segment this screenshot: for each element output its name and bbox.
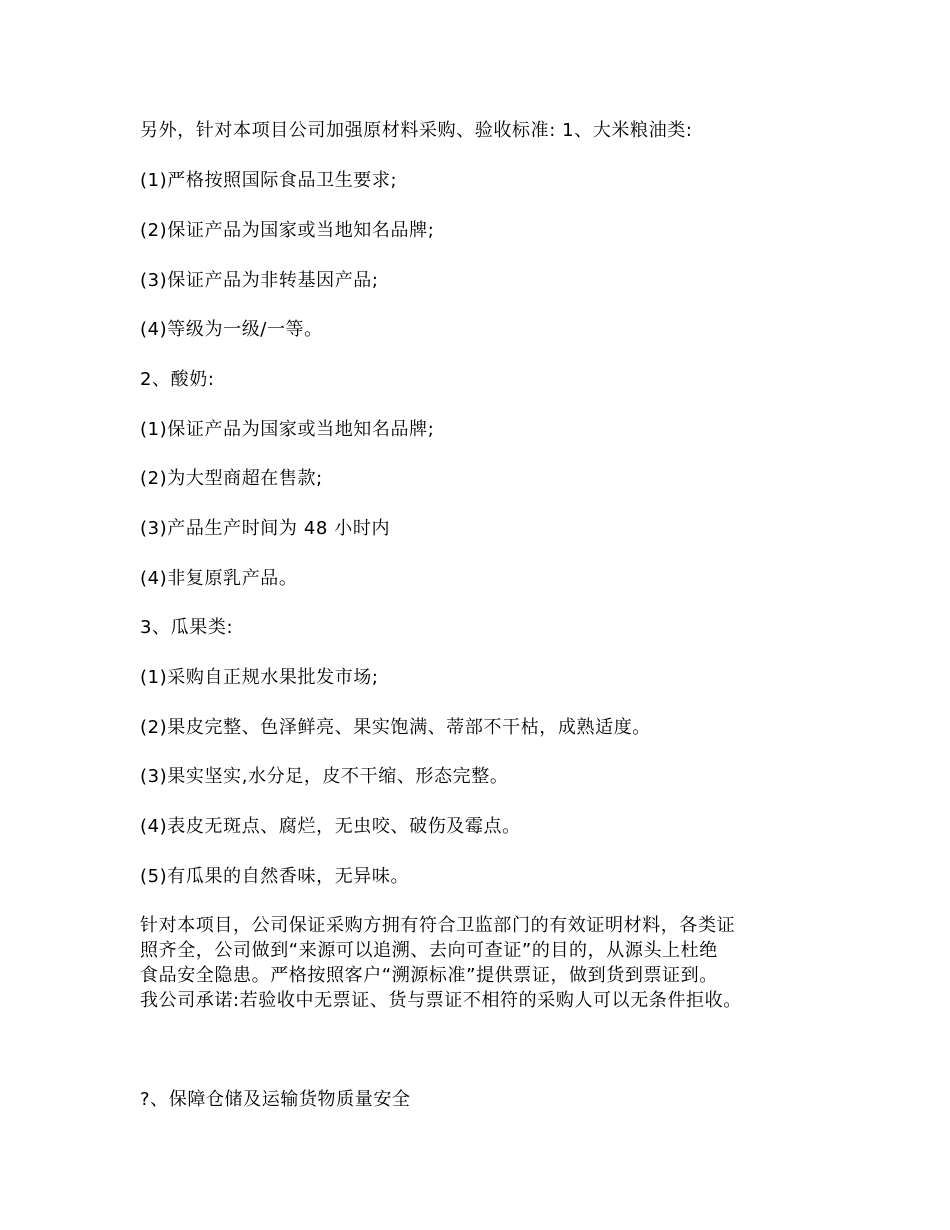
- fruit-item-5: (5)有瓜果的自然香味，无异味。: [140, 866, 410, 887]
- yogurt-item-4: (4)非复原乳产品。: [140, 568, 298, 589]
- fruit-item-2: (2)果皮完整、色泽鲜亮、果实饱满、蒂部不干枯，成熟适度。: [140, 717, 651, 738]
- rice-item-2: (2)保证产品为国家或当地知名品牌;: [140, 220, 435, 241]
- fruit-heading: 3、瓜果类:: [140, 617, 234, 638]
- yogurt-item-3: (3)产品生产时间为 48 小时内: [140, 518, 391, 539]
- yogurt-item-1: (1)保证产品为国家或当地知名品牌;: [140, 419, 435, 440]
- summary-line-3: 食品安全隐患。严格按照客户“溯源标准”提供票证，做到货到票证到。: [140, 965, 718, 986]
- fruit-item-3: (3)果实坚实,水分足，皮不干缩、形态完整。: [140, 766, 509, 787]
- fruit-item-4: (4)表皮无斑点、腐烂，无虫咬、破伤及霉点。: [140, 816, 521, 837]
- intro-line: 另外，针对本项目公司加强原材料采购、验收标准: 1、大米粮油类:: [140, 120, 693, 141]
- fruit-item-1: (1)采购自正规水果批发市场;: [140, 667, 379, 688]
- summary-line-1: 针对本项目，公司保证采购方拥有符合卫监部门的有效证明材料，各类证: [140, 915, 736, 936]
- rice-item-3: (3)保证产品为非转基因产品;: [140, 270, 379, 291]
- summary-line-4: 我公司承诺:若验收中无票证、货与票证不相符的采购人可以无条件拒收。: [140, 990, 742, 1011]
- summary-paragraph: [140, 913, 830, 1013]
- rice-item-1: (1)严格按照国际食品卫生要求;: [140, 170, 398, 191]
- summary-line-2: 照齐全，公司做到“来源可以追溯、去向可查证”的目的，从源头上杜绝: [140, 940, 718, 961]
- section-heading: ?、保障仓储及运输货物质量安全: [140, 1089, 411, 1110]
- yogurt-item-2: (2)为大型商超在售款;: [140, 468, 323, 489]
- yogurt-heading: 2、酸奶:: [140, 369, 215, 390]
- rice-item-4: (4)等级为一级/一等。: [140, 319, 323, 340]
